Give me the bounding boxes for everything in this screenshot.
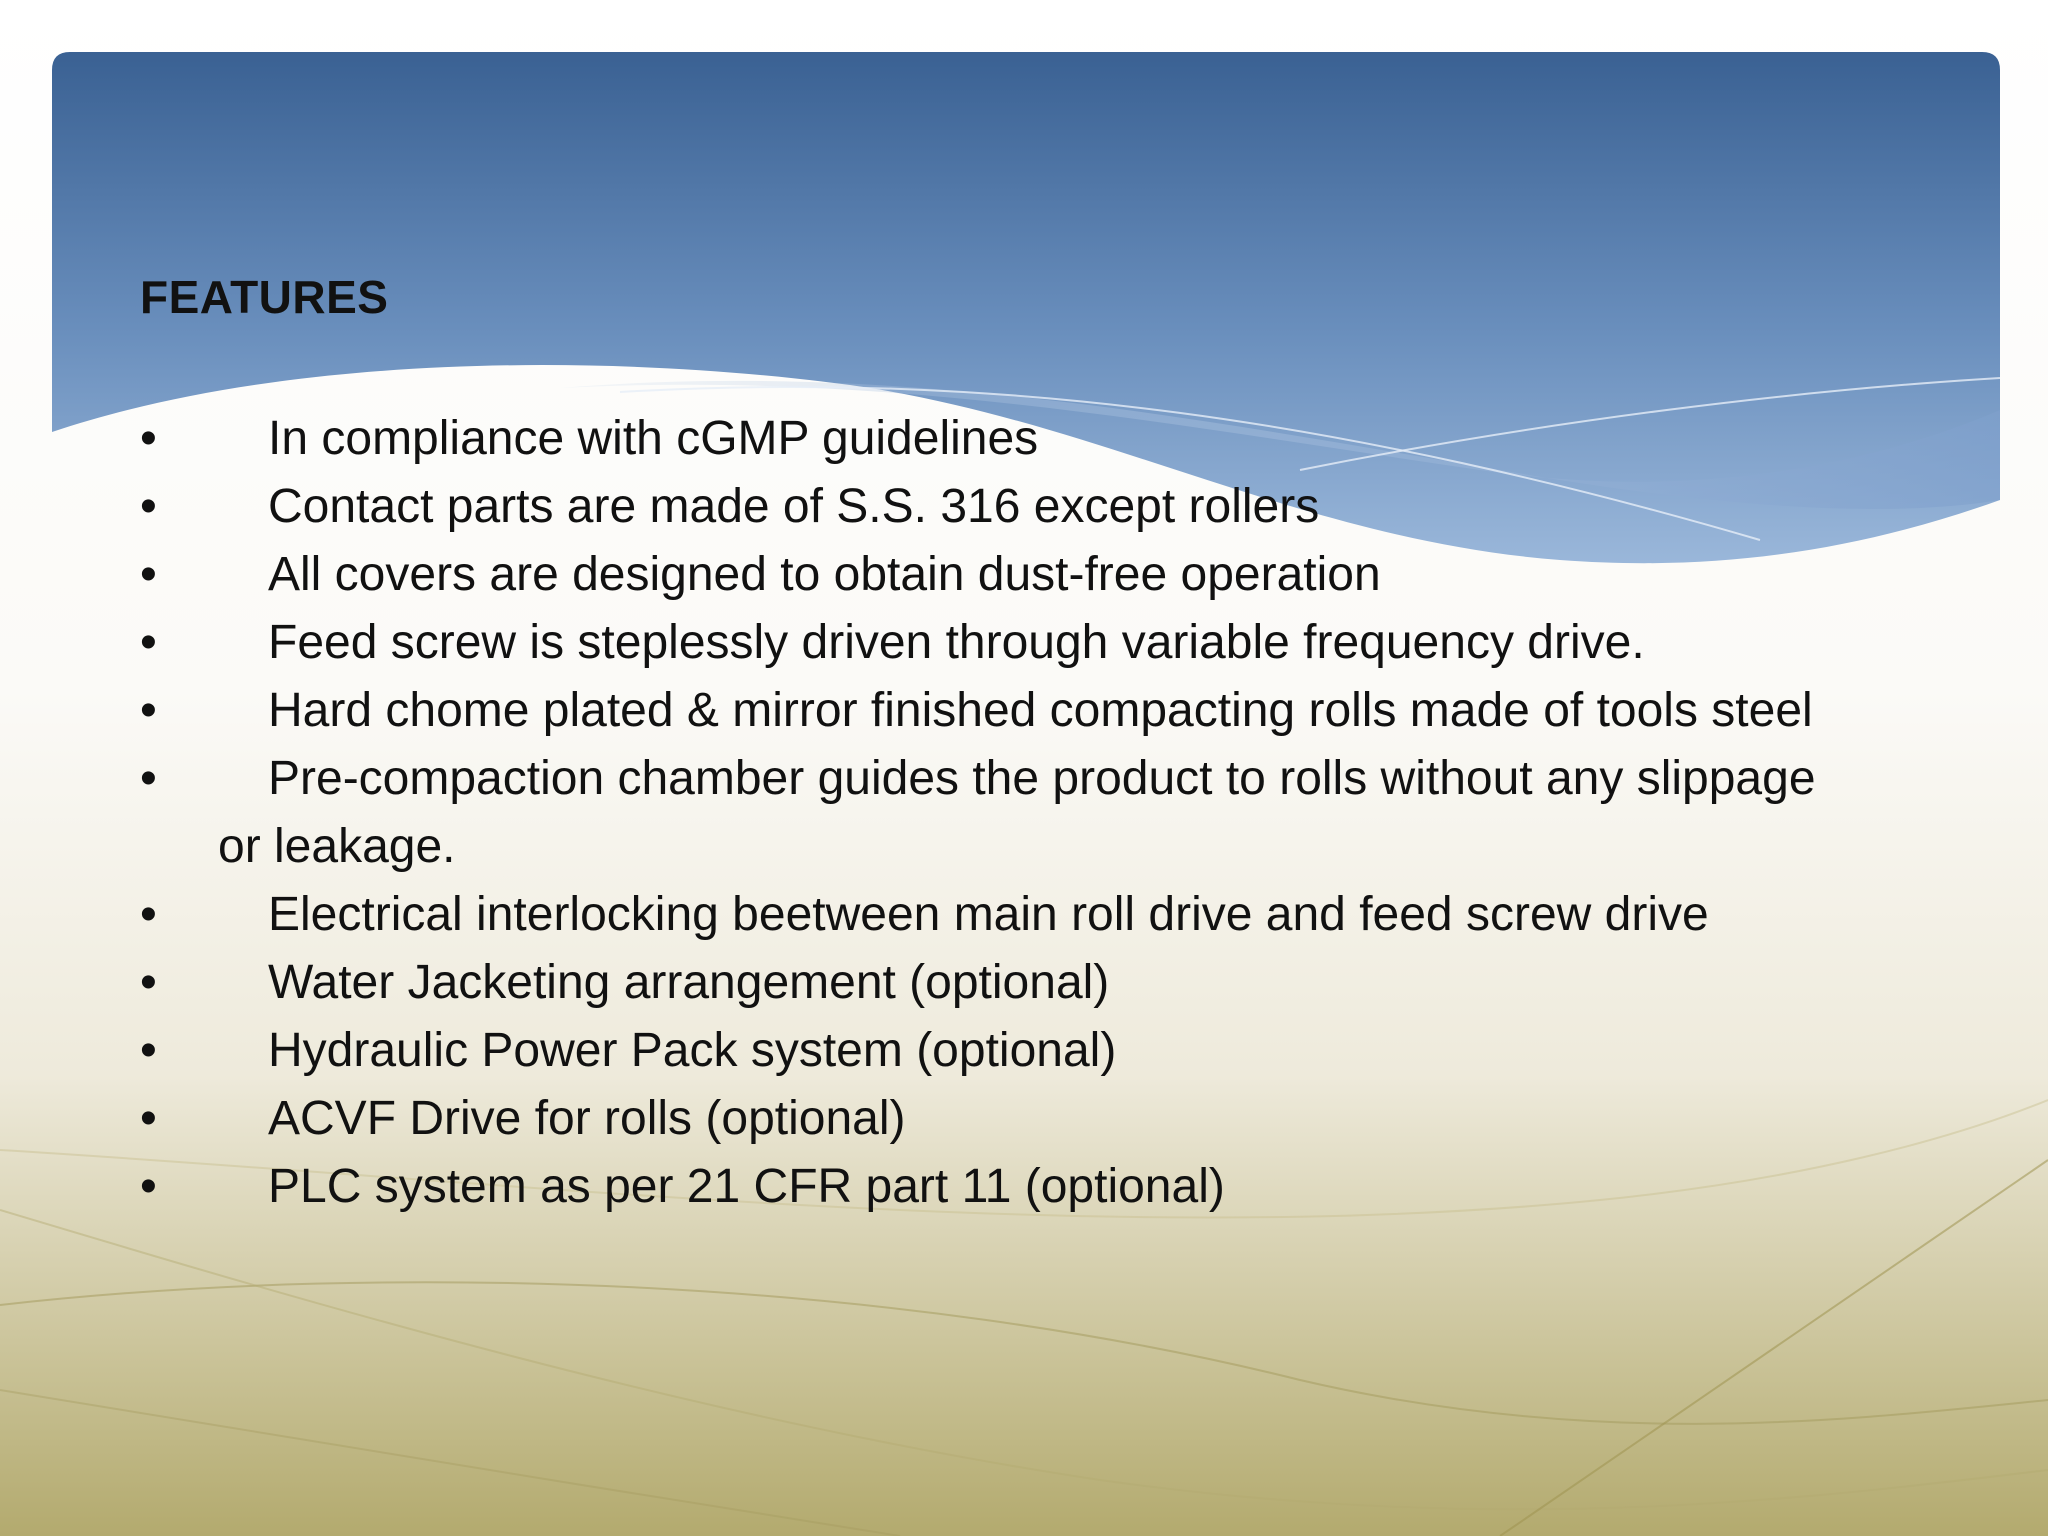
feature-item <box>140 541 2020 609</box>
feature-item <box>140 677 2020 745</box>
bullet: • <box>140 1160 157 1213</box>
feature-text: Hydraulic Power Pack system (optional) <box>268 1024 1117 1077</box>
feature-text: ACVF Drive for rolls (optional) <box>268 1092 906 1145</box>
feature-item <box>140 1153 2020 1221</box>
bullet: • <box>140 548 157 601</box>
feature-item <box>140 405 2020 473</box>
bullet: • <box>140 888 157 941</box>
feature-text: All covers are designed to obtain dust-free operation <box>268 548 1381 601</box>
feature-continuation <box>140 813 2020 881</box>
bullet: • <box>140 480 157 533</box>
bullet: • <box>140 956 157 1009</box>
feature-text: Hard chome plated & mirror finished compacting rolls made of tools steel <box>268 684 1813 737</box>
feature-text-continued: or leakage. <box>218 820 456 873</box>
feature-item <box>140 1017 2020 1085</box>
feature-text: Contact parts are made of S.S. 316 except rollers <box>268 480 1320 533</box>
feature-text: Feed screw is steplessly driven through variable frequency drive. <box>268 616 1645 669</box>
feature-item <box>140 473 2020 541</box>
bullet: • <box>140 684 157 737</box>
feature-text: Water Jacketing arrangement (optional) <box>268 956 1110 1009</box>
feature-list <box>140 405 2020 1221</box>
feature-item <box>140 1085 2020 1153</box>
feature-text: PLC system as per 21 CFR part 11 (optional) <box>268 1160 1225 1213</box>
feature-item <box>140 881 2020 949</box>
bullet: • <box>140 1024 157 1077</box>
slide-title: FEATURES <box>140 271 389 323</box>
bullet: • <box>140 616 157 669</box>
feature-item <box>140 609 2020 677</box>
feature-text: Pre-compaction chamber guides the product to rolls without any slippage <box>268 752 1816 805</box>
feature-item <box>140 745 2020 813</box>
bullet: • <box>140 752 157 805</box>
feature-item <box>140 949 2020 1017</box>
feature-text: In compliance with cGMP guidelines <box>268 412 1039 465</box>
feature-text: Electrical interlocking beetween main roll drive and feed screw drive <box>268 888 1709 941</box>
bullet: • <box>140 412 157 465</box>
bullet: • <box>140 1092 157 1145</box>
